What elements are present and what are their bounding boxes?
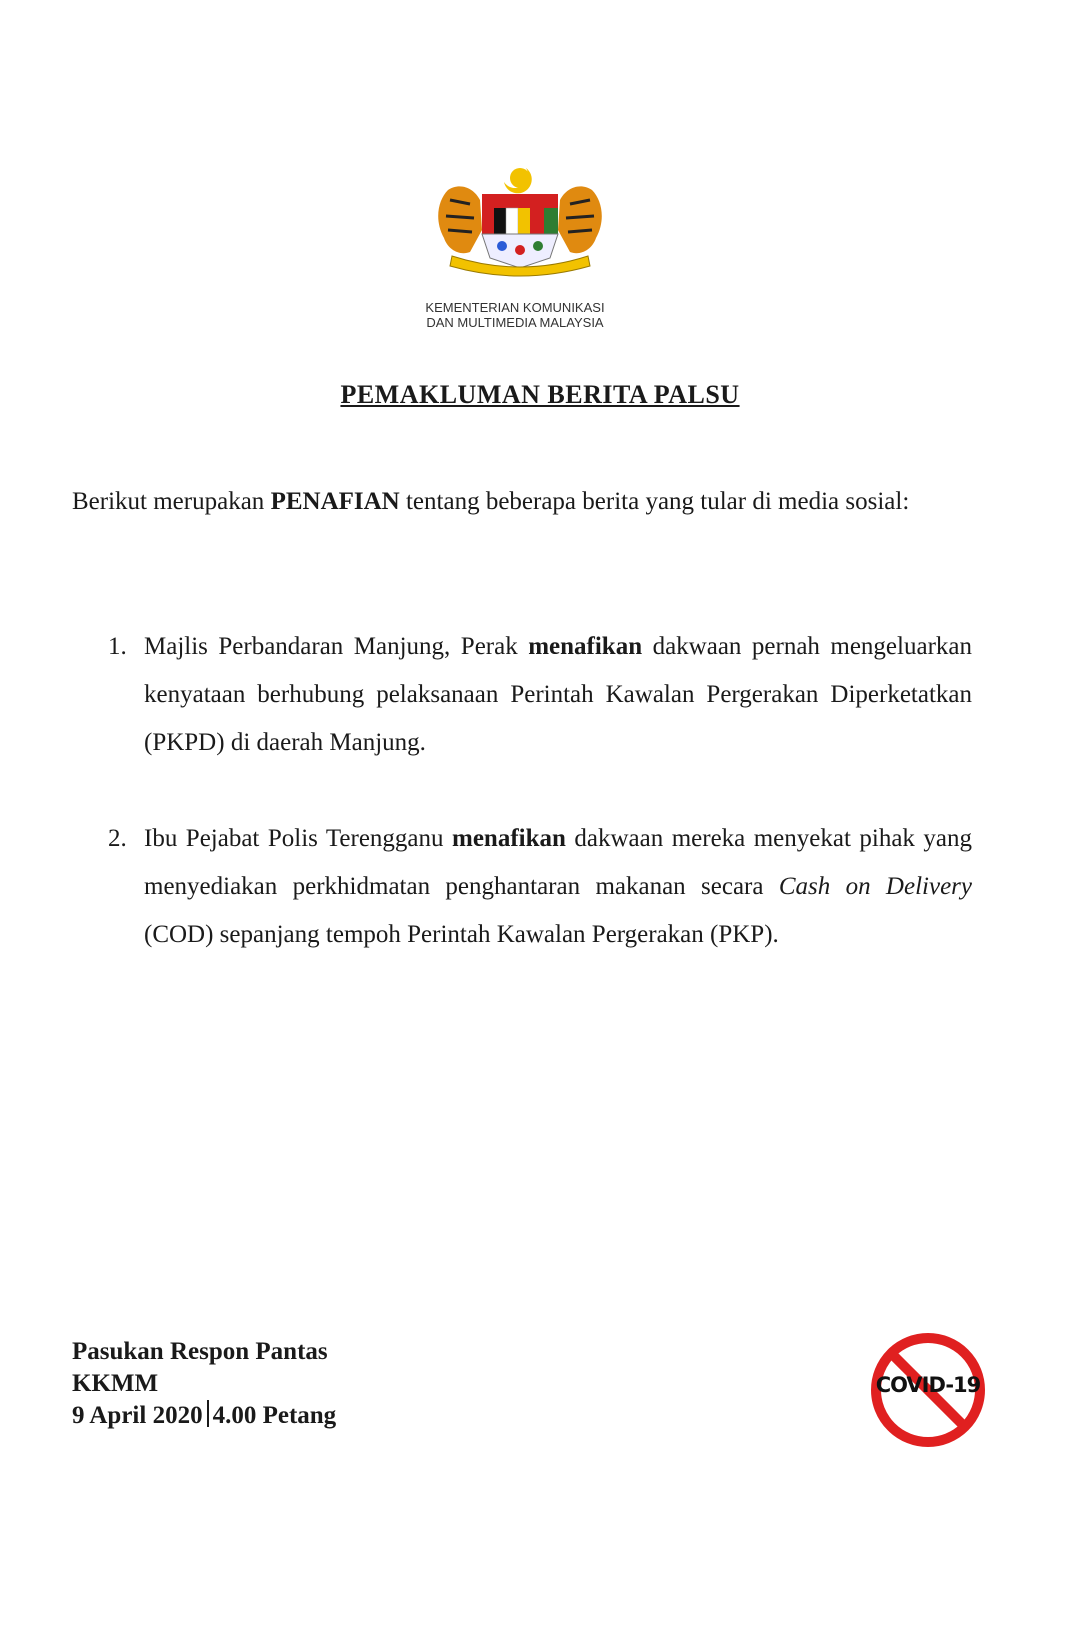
intro-text-before: Berikut merupakan (72, 488, 271, 515)
organization-name: KKMM (72, 1370, 159, 1397)
covid-label: COVID-19 (875, 1373, 981, 1397)
item-text-after: (COD) sepanjang tempoh Perintah Kawalan Pergerakan (PKP). (144, 921, 779, 948)
ministry-name-line2: DAN MULTIMEDIA MALAYSIA (426, 315, 604, 330)
list-item-number: 2. (108, 825, 127, 852)
separator (207, 1400, 209, 1427)
team-name: Pasukan Respon Pantas (72, 1338, 328, 1365)
item-text-before: Ibu Pejabat Polis Terengganu (144, 825, 453, 852)
signature-block (72, 1336, 336, 1432)
date: 9 April 2020 (72, 1402, 203, 1429)
item-italic: Cash on Delivery (778, 873, 972, 900)
item-text-after: dakwaan pernah mengeluarkan kenyataan berhubung pelaksanaan Perintah Kawalan Pergerakan Diperketatkan (PKPD) di daerah Manjung. (144, 633, 972, 756)
intro-bold: PENAFIAN (270, 488, 400, 515)
list-item (108, 815, 972, 959)
item-bold: menafikan (452, 825, 566, 852)
item-text-before: Majlis Perbandaran Manjung, Perak (144, 633, 529, 660)
document-title: PEMAKLUMAN BERITA PALSU (340, 380, 740, 409)
list-item-number: 1. (108, 633, 127, 660)
list-item-text (144, 815, 972, 959)
item-text-middle: dakwaan mereka menyekat pihak yang menyediakan perkhidmatan penghantaran makanan secara (144, 825, 972, 900)
time: 4.00 Petang (212, 1402, 337, 1429)
date-time-line (72, 1400, 336, 1432)
item-bold: menafikan (528, 633, 643, 660)
ministry-name (380, 300, 650, 330)
ministry-name-line1: KEMENTERIAN KOMUNIKASI (425, 300, 605, 315)
intro-text-after: tentang beberapa berita yang tular di media sosial: (399, 488, 910, 515)
list-item (108, 623, 972, 767)
malaysia-coat-of-arms (430, 160, 610, 280)
intro-paragraph (72, 478, 972, 526)
list-item-text (144, 623, 972, 767)
